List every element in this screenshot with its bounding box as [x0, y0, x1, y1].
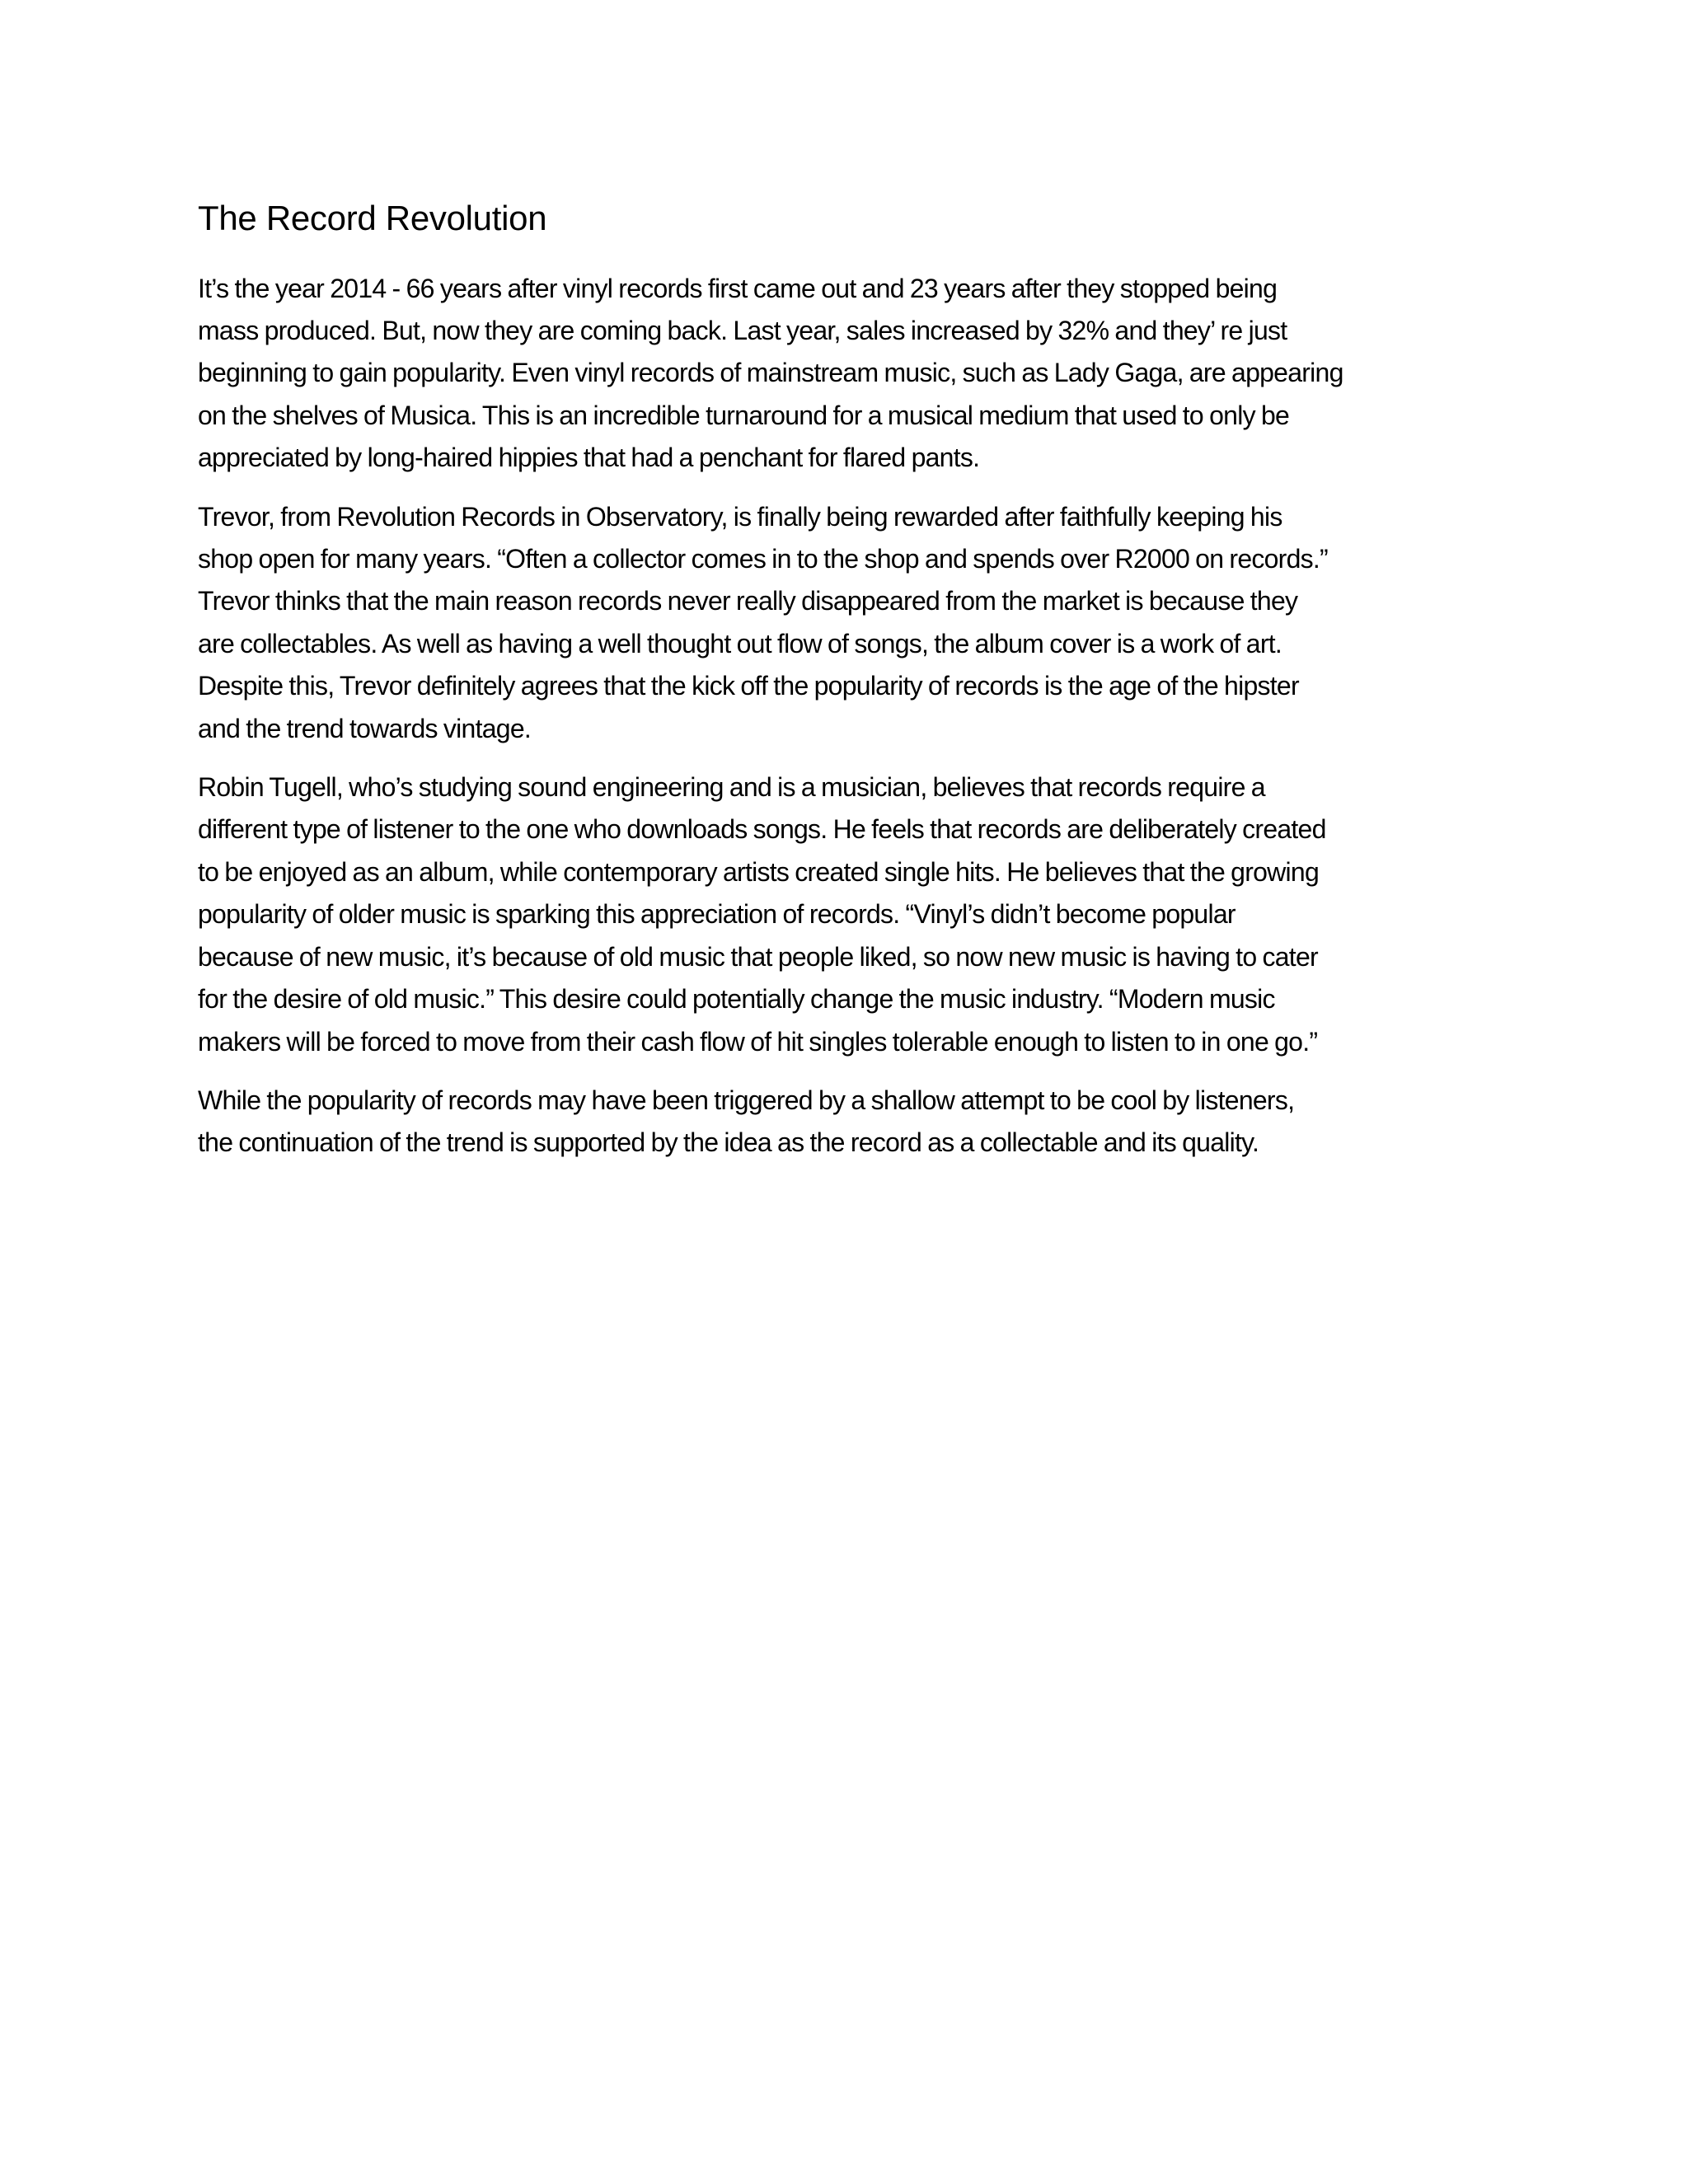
paragraph-line: to be enjoyed as an album, while contemporary artists created single hits. He believes that the growing	[198, 856, 1319, 887]
page-title: The Record Revolution	[198, 199, 547, 237]
paragraph-line: Robin Tugell, who’s studying sound engineering and is a musician, believes that records require a	[198, 772, 1265, 803]
paragraph-line: While the popularity of records may have been triggered by a shallow attempt to be cool by listeners,	[198, 1085, 1295, 1115]
paragraph-line: popularity of older music is sparking this appreciation of records. “Vinyl’s didn’t become popular	[198, 899, 1236, 930]
paragraph-line: because of new music, it’s because of old music that people liked, so now new music is having to cater	[198, 941, 1318, 972]
paragraph-line: for the desire of old music.” This desire could potentially change the music industry. “Modern music	[198, 984, 1275, 1015]
paragraph-1	[198, 268, 1500, 480]
paragraph-line: Trevor, from Revolution Records in Observatory, is finally being rewarded after faithfully keeping his	[198, 501, 1282, 532]
paragraph-line: and the trend towards vintage.	[198, 713, 531, 743]
paragraph-line: mass produced. But, now they are coming back. Last year, sales increased by 32% and they’ re just	[198, 316, 1287, 345]
document-body	[198, 196, 1500, 1181]
paragraph-line: on the shelves of Musica. This is an incredible turnaround for a musical medium that used to only be	[198, 400, 1290, 430]
paragraph-line: different type of listener to the one who downloads songs. He feels that records are deliberately created	[198, 814, 1326, 845]
paragraph-line: It’s the year 2014 - 66 years after vinyl records first came out and 23 years after they stopped being	[198, 273, 1278, 303]
paragraph-3	[198, 766, 1500, 1063]
paragraph-line: the continuation of the trend is supported by the idea as the record as a collectable and its quality.	[198, 1127, 1259, 1158]
paragraph-line: beginning to gain popularity. Even vinyl records of mainstream music, such as Lady Gaga, are appearing	[198, 358, 1343, 388]
paragraph-line: appreciated by long-haired hippies that had a penchant for flared pants.	[198, 443, 980, 473]
paragraph-line: Despite this, Trevor definitely agrees that the kick off the popularity of records is the age of the hipster	[198, 671, 1299, 701]
paragraph-line: makers will be forced to move from their cash flow of hit singles tolerable enough to listen to in one go.”	[198, 1026, 1318, 1057]
paragraph-2	[198, 496, 1500, 750]
paragraph-4	[198, 1080, 1500, 1165]
paragraph-line: shop open for many years. “Often a collector comes in to the shop and spends over R2000 on records.”	[198, 544, 1328, 574]
paragraph-line: Trevor thinks that the main reason records never really disappeared from the market is because they	[198, 586, 1298, 616]
paragraph-line: are collectables. As well as having a well thought out flow of songs, the album cover is a work of art.	[198, 628, 1282, 658]
